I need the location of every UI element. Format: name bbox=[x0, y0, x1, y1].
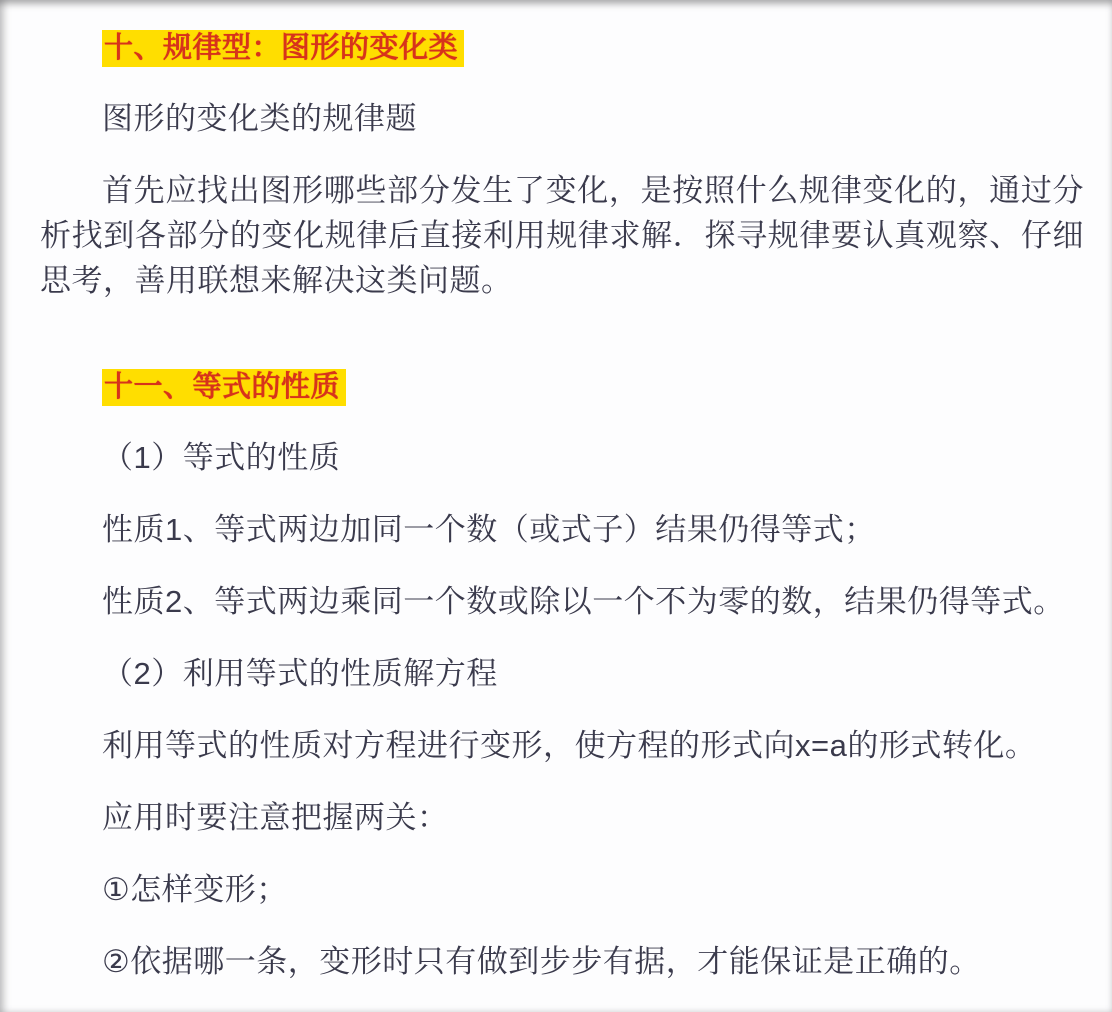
para-property-2: 性质2、等式两边乘同一个数或除以一个不为零的数，结果仍得等式。 bbox=[102, 584, 1065, 619]
para-item-2: （2）利用等式的性质解方程 bbox=[102, 656, 498, 691]
heading-section-10: 十、规律型：图形的变化类 bbox=[102, 30, 464, 67]
para-key-1: ①怎样变形； bbox=[102, 872, 288, 907]
heading-section-11-row bbox=[40, 363, 1084, 408]
para-property-1: 性质1、等式两边加同一个数（或式子）结果仍得等式； bbox=[102, 512, 876, 547]
para-topic: 图形的变化类的规律题 bbox=[102, 101, 417, 136]
para-item-1: （1）等式的性质 bbox=[102, 440, 341, 475]
para-key-2: ②依据哪一条，变形时只有做到步步有据，才能保证是正确的。 bbox=[102, 944, 981, 979]
heading-section-10-row bbox=[40, 24, 1084, 69]
para-method: 首先应找出图形哪些部分发生了变化，是按照什么规律变化的，通过分析找到各部分的变化规律后直接利用规律求解．探寻规律要认真观察、仔细思考，善用联想来解决这类问题。 bbox=[40, 173, 1084, 298]
heading-section-11: 十一、等式的性质 bbox=[102, 369, 346, 406]
para-solve-method: 利用等式的性质对方程进行变形，使方程的形式向x=a的形式转化。 bbox=[102, 728, 1037, 763]
para-two-keys: 应用时要注意把握两关： bbox=[102, 800, 449, 835]
